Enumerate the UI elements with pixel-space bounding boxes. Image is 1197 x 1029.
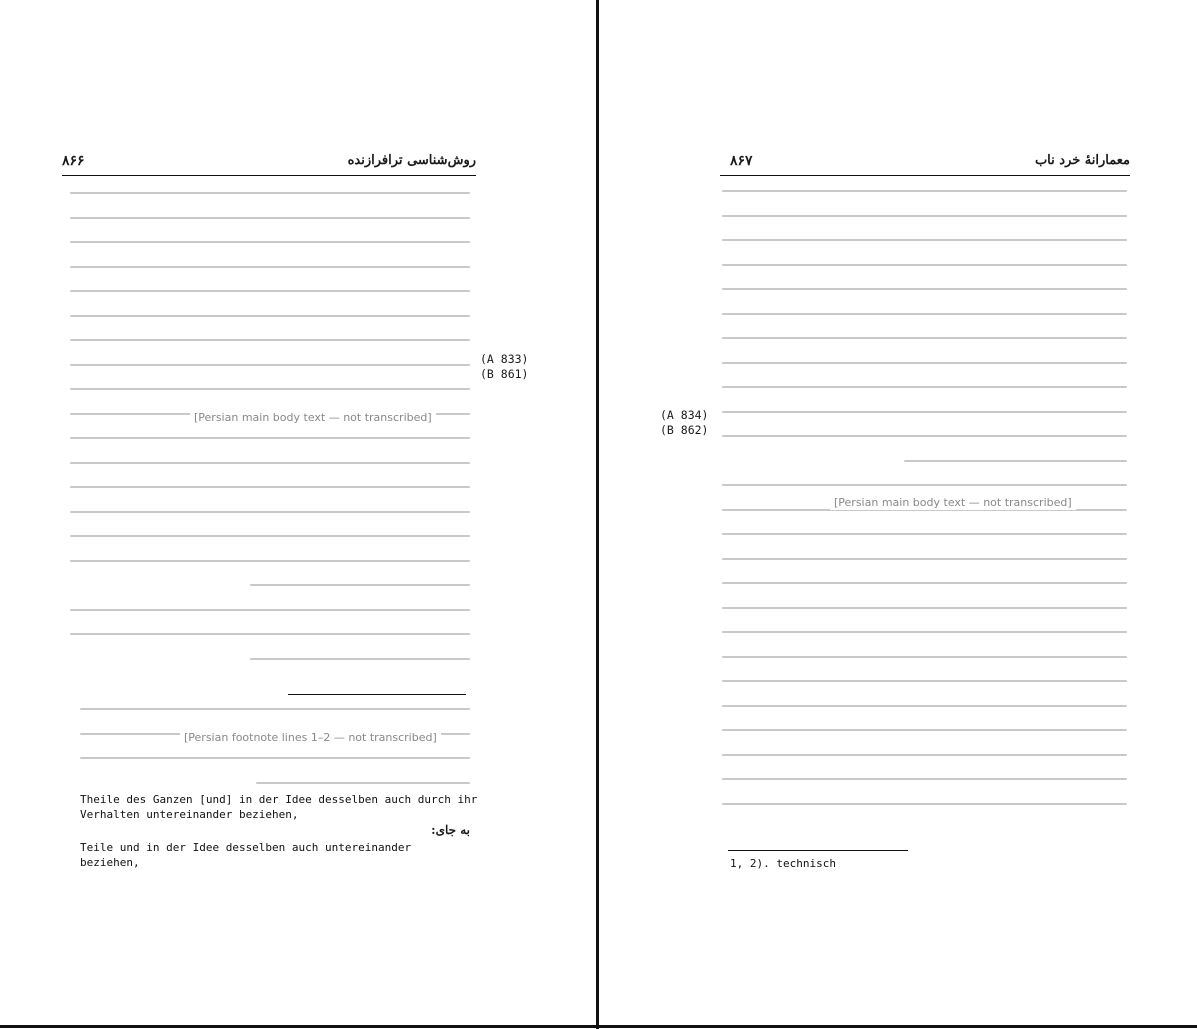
footnote-note: [Persian footnote lines 1–2 — not transcribed] <box>180 730 441 745</box>
footnote-label: به جای: <box>431 823 470 837</box>
main-text-note: [Persian main body text — not transcribed] <box>830 495 1076 510</box>
text-line <box>70 241 470 243</box>
text-line <box>722 484 1127 486</box>
text-line <box>904 460 1127 462</box>
text-line <box>70 266 470 268</box>
text-line <box>722 215 1127 217</box>
text-line <box>722 264 1127 266</box>
main-text-note: [Persian main body text — not transcribed] <box>190 410 436 425</box>
text-line <box>80 708 470 710</box>
page-number: ۸۶۷ <box>730 153 753 169</box>
text-line <box>70 217 470 219</box>
running-header-title: روش‌شناسی ترافرازنده <box>347 153 476 168</box>
text-line <box>722 386 1127 388</box>
running-header-title: معمارانهٔ خرد ناب <box>1034 153 1130 168</box>
text-line <box>722 607 1127 609</box>
text-line <box>722 729 1127 731</box>
text-line <box>70 486 470 488</box>
text-line <box>722 337 1127 339</box>
text-line <box>70 609 470 611</box>
main-text-block <box>70 192 470 682</box>
left-page <box>0 0 596 1029</box>
text-line <box>70 511 470 513</box>
left-page-header <box>62 153 476 173</box>
text-line <box>70 535 470 537</box>
right-page-header <box>730 153 1130 173</box>
text-line <box>256 782 471 784</box>
text-line <box>722 582 1127 584</box>
text-line <box>70 462 470 464</box>
text-line <box>722 288 1127 290</box>
text-line <box>722 411 1127 413</box>
text-line <box>722 754 1127 756</box>
text-line <box>70 437 470 439</box>
page-number: ۸۶۶ <box>62 153 85 169</box>
text-line <box>70 290 470 292</box>
text-line <box>70 364 470 366</box>
text-line <box>722 362 1127 364</box>
right-page <box>600 0 1197 1029</box>
text-line <box>70 315 470 317</box>
text-line <box>722 631 1127 633</box>
text-line <box>70 633 470 635</box>
footnote-german-text: Theile des Ganzen [und] in der Idee desselben auch durch ihr Verhalten untereinander beziehen, <box>80 793 478 821</box>
margin-reference: (A 834) (B 862) <box>660 408 709 437</box>
footnote-rule <box>728 850 908 851</box>
text-line <box>722 803 1127 805</box>
text-line <box>250 658 470 660</box>
text-line <box>722 435 1127 437</box>
text-line <box>722 558 1127 560</box>
text-line <box>722 239 1127 241</box>
header-rule <box>720 175 1130 176</box>
text-line <box>722 705 1127 707</box>
text-line <box>722 680 1127 682</box>
text-line <box>250 584 470 586</box>
book-spine <box>596 0 599 1029</box>
text-line <box>70 560 470 562</box>
footnote-german-text: Teile und in der Idee desselben auch untereinander beziehen, <box>80 841 412 869</box>
text-line <box>722 533 1127 535</box>
text-line <box>722 313 1127 315</box>
text-line <box>80 757 470 759</box>
text-line <box>722 190 1127 192</box>
header-rule <box>62 175 476 176</box>
text-line <box>70 388 470 390</box>
margin-reference: (A 833) (B 861) <box>480 352 529 381</box>
footnote-rule <box>288 694 466 695</box>
text-line <box>722 778 1127 780</box>
text-line <box>70 339 470 341</box>
text-line <box>722 656 1127 658</box>
footnote-text: 1, 2). technisch <box>730 857 836 870</box>
text-line <box>70 192 470 194</box>
